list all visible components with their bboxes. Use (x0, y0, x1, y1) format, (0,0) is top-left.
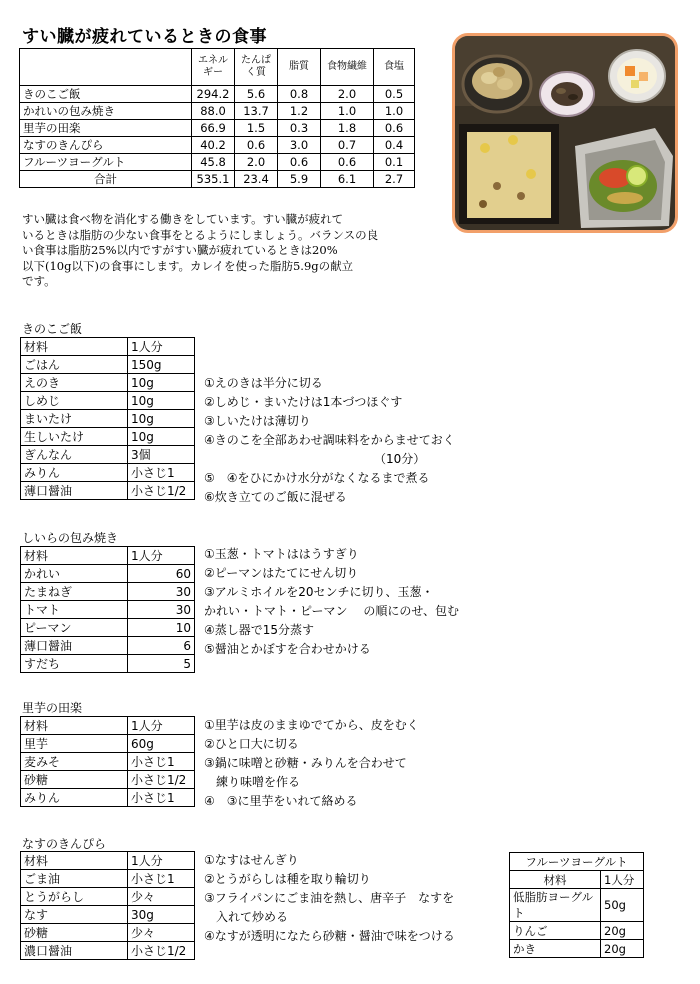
ingredient-name: 材料 (21, 852, 128, 870)
ingredient-amount: 1人分 (128, 852, 195, 870)
protein-value: 0.6 (235, 137, 278, 154)
salt-value: 0.4 (374, 137, 415, 154)
step-line: ②ピーマンはたてにせん切り (204, 566, 359, 580)
dish-name: きのこご飯 (20, 86, 192, 103)
ingredient-amount: 60 (128, 565, 195, 583)
protein-value: 13.7 (235, 103, 278, 120)
table-row (21, 870, 195, 888)
ingredient-name: 薄口醤油 (21, 482, 128, 500)
table-row (510, 871, 644, 889)
karei-steps (204, 545, 459, 659)
page-title: すい臓が疲れているときの食事 (22, 27, 267, 47)
intro-text (22, 212, 422, 290)
step-line: ②とうがらしは種を取り輪切り (204, 872, 371, 886)
ingredient-amount: 60g (128, 735, 195, 753)
ingredient-name: すだち (21, 655, 128, 673)
nutrition-header-fat: 脂質 (278, 49, 321, 86)
protein-value: 5.6 (235, 86, 278, 103)
yogurt-title: フルーツヨーグルト (510, 853, 644, 871)
ingredient-amount: 小さじ1 (128, 753, 195, 771)
ingredient-name: 材料 (21, 338, 128, 356)
step-line: ⑤ ④をひにかけ水分がなくなるまで煮る (204, 471, 430, 485)
table-row (510, 889, 644, 922)
ingredient-amount: 10g (128, 428, 195, 446)
protein-value: 1.5 (235, 120, 278, 137)
energy-value: 88.0 (192, 103, 235, 120)
salt-value: 0.6 (374, 120, 415, 137)
energy-value: 40.2 (192, 137, 235, 154)
salt-value: 1.0 (374, 103, 415, 120)
fat-value: 0.8 (278, 86, 321, 103)
ingredient-amount: 少々 (128, 924, 195, 942)
ingredient-name: 麦みそ (21, 753, 128, 771)
nutrition-header-energy: エネル ギー (192, 49, 235, 86)
ingredient-amount: 小さじ1 (128, 789, 195, 807)
satoimo-title: 里芋の田楽 (22, 701, 83, 715)
ingredient-name: 薄口醤油 (21, 637, 128, 655)
kinoko-steps (204, 374, 455, 507)
nasu-steps (204, 851, 455, 946)
nutrition-header-row (20, 49, 415, 86)
step-line: ④なすが透明になたら砂糖・醤油で味をつける (204, 929, 455, 943)
step-line: ①玉葱・トマトははうすぎり (204, 547, 359, 561)
fat-value: 0.3 (278, 120, 321, 137)
ingredient-amount: 1人分 (128, 717, 195, 735)
table-row (21, 717, 195, 735)
ingredient-amount: 10g (128, 374, 195, 392)
ingredient-name: 濃口醤油 (21, 942, 128, 960)
table-row (20, 120, 415, 137)
table-row (21, 619, 195, 637)
step-line: ③しいたけは薄切り (204, 414, 311, 428)
ingredient-name: みりん (21, 464, 128, 482)
table-row (21, 942, 195, 960)
nasu-ingredients-table (20, 851, 195, 960)
table-row (21, 753, 195, 771)
energy-value: 45.8 (192, 154, 235, 171)
step-line: ④ ③に里芋をいれて絡める (204, 794, 358, 808)
meal-photo (452, 33, 678, 233)
intro-line: い食事は脂肪25%以内ですがすい臓が疲れているときは20% (22, 243, 338, 257)
intro-line: 以下(10g以下)の食事にします。カレイを使った脂肪5.9gの献立 (22, 258, 354, 273)
ingredient-name: 材料 (21, 717, 128, 735)
ingredient-amount: 小さじ1/2 (128, 942, 195, 960)
step-line: ⑥炊き立てのご飯に混ぜる (204, 490, 347, 504)
fat-total: 5.9 (278, 171, 321, 188)
kinoko-ingredients-table (20, 337, 195, 500)
ingredient-amount: 少々 (128, 888, 195, 906)
ingredient-name: みりん (21, 789, 128, 807)
ingredient-name: 低脂肪ヨーグルト (510, 889, 601, 922)
ingredient-amount: 30 (128, 601, 195, 619)
total-label: 合計 (20, 171, 192, 188)
ingredient-amount: 20g (601, 922, 644, 940)
energy-value: 294.2 (192, 86, 235, 103)
ingredient-name: 生しいたけ (21, 428, 128, 446)
intro-line: いるときは脂肪の少ない食事をとるようにしましょう。バランスの良 (22, 227, 379, 242)
table-row (20, 137, 415, 154)
ingredient-amount: 1人分 (601, 871, 644, 889)
kinoko-title: きのこご飯 (22, 322, 83, 336)
ingredient-name: ごま油 (21, 870, 128, 888)
ingredient-name: ごはん (21, 356, 128, 374)
step-line: ①里芋は皮のままゆでてから、皮をむく (204, 718, 419, 732)
dish-name: かれいの包み焼き (20, 103, 192, 120)
dish-name: なすのきんぴら (20, 137, 192, 154)
ingredient-amount: 1人分 (128, 338, 195, 356)
ingredient-name: まいたけ (21, 410, 128, 428)
nasu-title: なすのきんぴら (22, 837, 107, 851)
table-row (21, 446, 195, 464)
table-row (21, 771, 195, 789)
table-row (21, 924, 195, 942)
fiber-total: 6.1 (321, 171, 374, 188)
nutrition-header-fiber: 食物繊維 (321, 49, 374, 86)
ingredient-amount: 小さじ1/2 (128, 482, 195, 500)
ingredient-amount: 10g (128, 410, 195, 428)
ingredient-name: ピーマン (21, 619, 128, 637)
ingredient-amount: 20g (601, 940, 644, 958)
satoimo-steps (204, 716, 419, 811)
step-line: ③鍋に味噌と砂糖・みりんを合わせて (204, 756, 407, 770)
karei-ingredients-table (20, 546, 195, 673)
ingredient-amount: 小さじ1 (128, 870, 195, 888)
table-row (21, 338, 195, 356)
step-line: かれい・トマト・ピーマン の順にのせ、包む (204, 604, 459, 618)
step-line: ④きのこを全部あわせ調味料をからませておく (204, 433, 455, 447)
satoimo-ingredients-table (20, 716, 195, 807)
nutrition-header-protein: たんぱ く質 (235, 49, 278, 86)
table-row (21, 601, 195, 619)
ingredient-amount: 10g (128, 392, 195, 410)
ingredient-name: ぎんなん (21, 446, 128, 464)
step-line: ⑤醤油とかぼすを合わせかける (204, 642, 371, 656)
table-row (21, 789, 195, 807)
fat-value: 3.0 (278, 137, 321, 154)
fiber-value: 1.0 (321, 103, 374, 120)
table-row (510, 853, 644, 871)
table-row (21, 464, 195, 482)
ingredient-amount: 150g (128, 356, 195, 374)
table-row (510, 940, 644, 958)
table-row (21, 374, 195, 392)
table-row (20, 103, 415, 120)
karei-title: しいらの包み焼き (22, 531, 119, 545)
dish-name: フルーツヨーグルト (20, 154, 192, 171)
total-row (20, 171, 415, 188)
ingredient-name: とうがらし (21, 888, 128, 906)
fiber-value: 1.8 (321, 120, 374, 137)
step-line: ②しめじ・まいたけは1本づつほぐす (204, 395, 403, 409)
ingredient-name: なす (21, 906, 128, 924)
protein-total: 23.4 (235, 171, 278, 188)
energy-value: 66.9 (192, 120, 235, 137)
ingredient-name: 砂糖 (21, 771, 128, 789)
ingredient-amount: 3個 (128, 446, 195, 464)
table-row (21, 356, 195, 374)
protein-value: 2.0 (235, 154, 278, 171)
step-line: 入れて炒める (204, 910, 289, 924)
ingredient-amount: 1人分 (128, 547, 195, 565)
fat-value: 0.6 (278, 154, 321, 171)
step-line: ①えのきは半分に切る (204, 376, 323, 390)
meal-photo-illustration (455, 36, 675, 230)
table-row (510, 922, 644, 940)
ingredient-name: 砂糖 (21, 924, 128, 942)
nutrition-table (19, 48, 415, 188)
ingredient-name: 材料 (510, 871, 601, 889)
table-row (21, 482, 195, 500)
table-row (21, 428, 195, 446)
ingredient-amount: 5 (128, 655, 195, 673)
intro-line: すい臓は食べ物を消化する働きをしています。すい臓が疲れて (22, 212, 344, 226)
table-row (21, 735, 195, 753)
intro-line: です。 (22, 274, 56, 288)
ingredient-name: かき (510, 940, 601, 958)
table-row (21, 565, 195, 583)
step-line: （10分） (374, 452, 426, 466)
ingredient-name: りんご (510, 922, 601, 940)
salt-total: 2.7 (374, 171, 415, 188)
table-row (21, 583, 195, 601)
ingredient-name: えのき (21, 374, 128, 392)
ingredient-amount: 6 (128, 637, 195, 655)
ingredient-amount: 10 (128, 619, 195, 637)
salt-value: 0.1 (374, 154, 415, 171)
step-line: ③フライパンにごま油を熱し、唐辛子 なすを (204, 891, 455, 905)
step-line: 練り味噌を作る (204, 775, 301, 789)
salt-value: 0.5 (374, 86, 415, 103)
ingredient-amount: 30 (128, 583, 195, 601)
ingredient-name: トマト (21, 601, 128, 619)
table-row (21, 906, 195, 924)
ingredient-name: しめじ (21, 392, 128, 410)
table-row (21, 655, 195, 673)
ingredient-name: 材料 (21, 547, 128, 565)
ingredient-amount: 30g (128, 906, 195, 924)
fiber-value: 2.0 (321, 86, 374, 103)
table-row (21, 547, 195, 565)
ingredient-name: かれい (21, 565, 128, 583)
step-line: ③アルミホイルを20センチに切り、玉葱・ (204, 585, 434, 599)
nutrition-header-salt: 食塩 (374, 49, 415, 86)
table-row (20, 154, 415, 171)
step-line: ④蒸し器で15分蒸す (204, 623, 315, 637)
ingredient-name: 里芋 (21, 735, 128, 753)
fiber-value: 0.7 (321, 137, 374, 154)
ingredient-name: たまねぎ (21, 583, 128, 601)
ingredient-amount: 小さじ1 (128, 464, 195, 482)
table-row (21, 852, 195, 870)
table-row (20, 86, 415, 103)
table-row (21, 392, 195, 410)
nutrition-header-blank (20, 49, 192, 86)
table-row (21, 637, 195, 655)
fiber-value: 0.6 (321, 154, 374, 171)
ingredient-amount: 50g (601, 889, 644, 922)
energy-total: 535.1 (192, 171, 235, 188)
table-row (21, 410, 195, 428)
dish-name: 里芋の田楽 (20, 120, 192, 137)
table-row (21, 888, 195, 906)
ingredient-amount: 小さじ1/2 (128, 771, 195, 789)
step-line: ②ひと口大に切る (204, 737, 299, 751)
step-line: ①なすはせんぎり (204, 853, 299, 867)
fat-value: 1.2 (278, 103, 321, 120)
yogurt-ingredients-table (509, 852, 644, 958)
